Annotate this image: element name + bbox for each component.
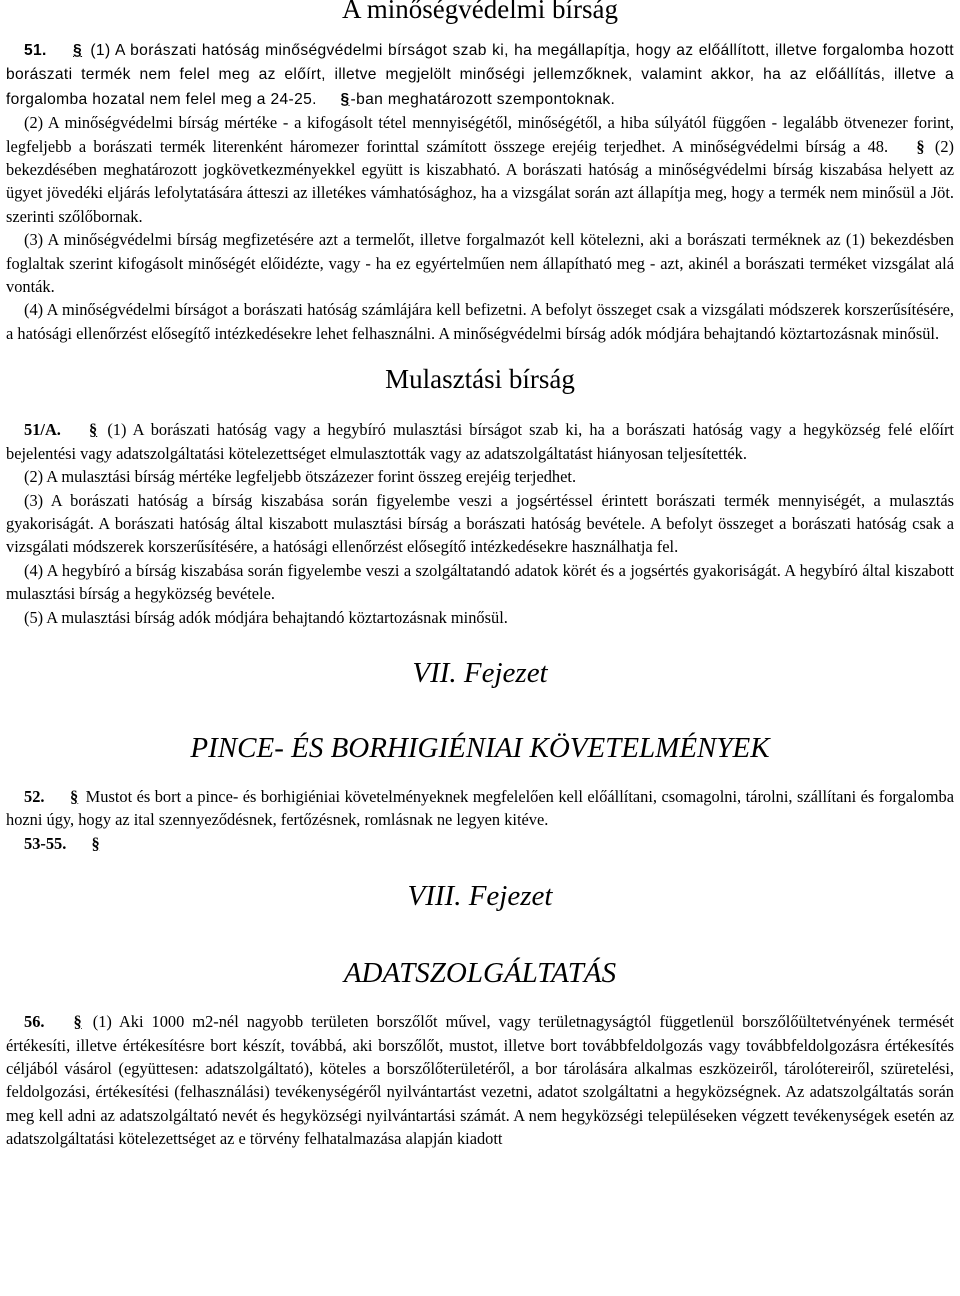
section-text: -ban meghatározott szempontoknak. <box>350 90 616 108</box>
section-sign-link[interactable]: § <box>916 136 925 156</box>
chapter-7-label: VII. Fejezet <box>412 656 548 689</box>
section-sign-link[interactable]: § <box>91 833 100 853</box>
section-51a-paragraph-4: (4) A hegybíró a bírság kiszabása során figyelembe veszi a szolgáltatandó adatok körét és a jogsértés gyakoriságát. A hegybíró által kiszabott mulasztási bírság a hegyközség bevétele. <box>6 560 954 604</box>
section-title-mulasztasi-birsag: Mulasztási bírság <box>385 364 575 395</box>
section-number: 51. <box>24 42 47 59</box>
chapter-7-title: PINCE- ÉS BORHIGIÉNIAI KÖVETELMÉNYEK <box>190 731 770 764</box>
section-sign-link[interactable]: § <box>73 42 83 59</box>
section-51a-paragraph-2: (2) A mulasztási bírság mértéke legfeljebb ötszázezer forint összeg erejéig terjedhet. <box>24 467 577 487</box>
section-51a-paragraph-1 <box>6 418 954 465</box>
section-53-55-paragraph <box>6 832 954 855</box>
section-51-paragraph-3: (3) A minőségvédelmi bírság megfizetésére azt a termelőt, illetve forgalmazót kell kötelezni, aki a borászati terméknek az (1) bekezdésben foglaltak szerint kifogásolt minőségét előidézte, vagy - ha ez egyértelműen nem állapítható meg - azt, akinél a borászati terméket vizsgálat alá vonták. <box>6 230 954 297</box>
section-sign-link[interactable]: § <box>73 1012 82 1032</box>
section-number: 51/A. <box>24 420 61 440</box>
section-number: 56. <box>24 1012 45 1032</box>
section-text: Mustot és bort a pince- és borhigiéniai követelményeknek megfelelően kell előállítani, csomagolni, tárolni, szállítani és forgalomba hozni úgy, hogy az ital szennyeződésnek, fertőzésnek, romlásnak ne legyen kitéve. <box>6 786 954 830</box>
section-text: (1) Aki 1000 m2-nél nagyobb területen borszőlőt művel, vagy területnagyságtól függetlenül borszőlőültetvényének termését értékesíti, illetve értékesítésre bort készít, továbbá, aki borszőlőt, mustot, illetve bort továbbfeldolgozás vagy továbbfeldolgozásra értékesítés céljából vásárol (együttesen: adatszolgáltató), köteles a borszőlőterületéről, a bor tárolására alkalmas eszközeiről, tárolótereiről, szüretelési, feldolgozási, értékesítési (felhasználási) tevékenységéről nyilvántartást vezetni, adatot szolgáltatni a hegyközségnek. Az adatszolgáltatás során meg kell adni az adatszolgáltató nevét és hegyközségi nyilvántartási számát. A nem hegyközségi településeken végzett tevékenységek esetén az adatszolgáltatási kötelezettséget az e törvény felhatalmazása alapján kiadott <box>6 1012 954 1149</box>
chapter-8-title: ADATSZOLGÁLTATÁS <box>343 957 617 990</box>
section-51a-paragraph-3: (3) A borászati hatóság a bírság kiszabása során figyelembe veszi a jogsértéssel érintett borászati termék mennyiségét, a mulasztás gyakoriságát. A borászati hatóság által kiszabott mulasztási bírság a borászati hatóság bevétele. A befolyt összeget a borászati hatóság csak a vizsgálati módszerek korszerűsítésére, a hatósági ellenőrzést elősegítő intézkedésekre használhatja fel. <box>6 490 954 557</box>
section-sign-link[interactable]: § <box>89 420 98 440</box>
chapter-8-label: VIII. Fejezet <box>407 880 553 913</box>
section-sign-link[interactable]: § <box>340 90 350 108</box>
section-52-paragraph <box>6 785 954 832</box>
section-51-paragraph-1 <box>6 38 954 111</box>
section-title-minosegvedelmi-birsag: A minőségvédelmi bírság <box>342 0 618 24</box>
section-text: (2) bekezdésében meghatározott jogkövetkezményekkel együtt is kiszabható. A borászati hatóság a minőségvédelmi bírság kiszabása helyett az ügyet jövedéki eljárás lefolytatására átteszi az illetékes vámhatósághoz, ha a vizsgálat során azt állapítja meg, hogy a termék nem minősül a Jöt. szerinti szőlőbornak. <box>6 136 954 226</box>
section-text: (2) A minőségvédelmi bírság mértéke - a kifogásolt tétel mennyiségétől, minőségétől, a hiba súlyától függően - legalább ötvenezer forint, legfeljebb a borászati termék literenként háromezer forinttal számított összege erejéig terjedhet. A minőségvédelmi bírság a 48. <box>6 113 954 156</box>
section-51a-paragraph-5: (5) A mulasztási bírság adók módjára behajtandó köztartozásnak minősül. <box>24 607 508 627</box>
section-number: 52. <box>24 786 45 806</box>
document-page <box>6 0 954 1151</box>
section-text: (1) A borászati hatóság vagy a hegybíró mulasztási bírságot szab ki, ha a borászati hatóság vagy a hegyközség felé előírt bejelentési vagy adatszolgáltatási kötelezettséget elmulasztották vagy az adatszolgáltatást hiányosan teljesítették. <box>6 420 954 463</box>
section-sign-link[interactable]: § <box>69 786 79 806</box>
section-number: 53-55. <box>24 833 67 853</box>
section-51-paragraph-4: (4) A minőségvédelmi bírságot a borászati hatóság számlájára kell befizetni. A befolyt összeget csak a vizsgálati módszerek korszerűsítésére, a hatósági ellenőrzést elősegítő intézkedésekre lehet felhasználni. A minőségvédelmi bírság adók módjára behajtandó köztartozásnak minősül. <box>6 300 954 343</box>
section-51-paragraph-2 <box>6 111 954 228</box>
section-56-paragraph-1 <box>6 1010 954 1150</box>
section-text: (1) A borászati hatóság minőségvédelmi bírságot szab ki, ha megállapítja, hogy az előállított, illetve forgalomba hozott borászati termék nem felel meg az előírt, illetve megjelölt minőségi jellemzőknek, valamint akkor, ha az előállítás, illetve a forgalomba hozatal nem felel meg a 24-25. <box>6 42 954 108</box>
